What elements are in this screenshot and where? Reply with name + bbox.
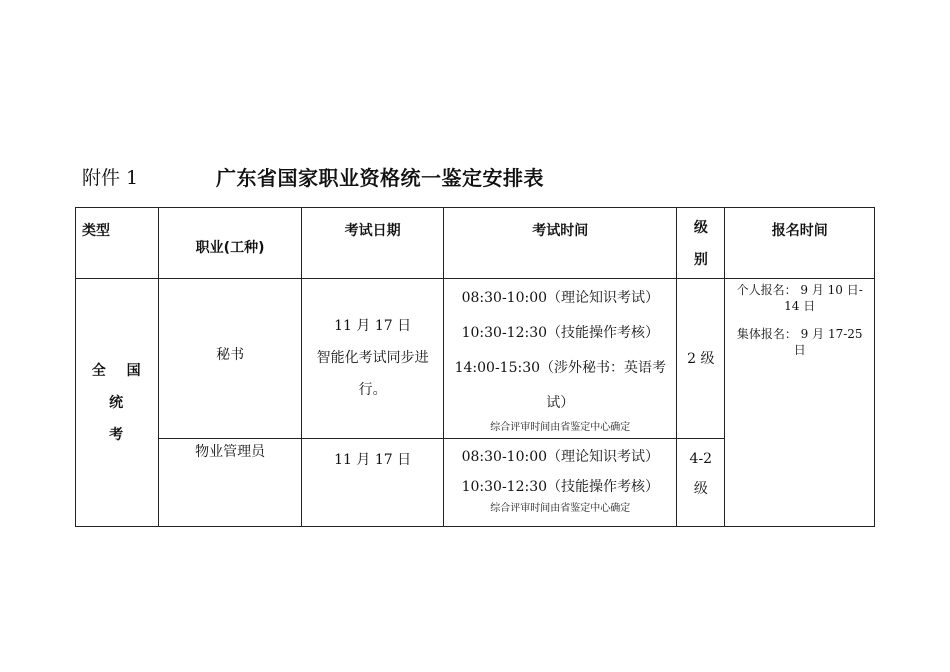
table-row — [76, 279, 875, 439]
date-line: 11 月 17 日 — [334, 318, 412, 335]
time-line: 10:30-12:30（技能操作考核） — [461, 325, 660, 342]
registration-individual-line1: 个人报名： 9 月 10 日- — [736, 283, 863, 298]
header-level-line2: 别 — [693, 252, 708, 268]
date-line: 行。 — [358, 382, 387, 399]
time-line: 14:00-15:30（涉外秘书：英语考 — [454, 360, 667, 377]
category-cell — [76, 279, 159, 527]
registration-group-line1: 集体报名： 9 月 17-25 — [736, 327, 863, 342]
time-cell — [444, 279, 677, 439]
date-line: 智能化考试同步进 — [316, 350, 429, 367]
review-note: 综合评审时间由省鉴定中心确定 — [490, 422, 631, 434]
header-time: 考试时间 — [444, 208, 677, 279]
time-line: 试） — [546, 395, 575, 412]
category-line2: 考 — [109, 426, 132, 443]
level-line1: 4-2 — [689, 450, 713, 467]
table-header-row — [76, 208, 875, 279]
header-type: 类型 — [76, 208, 159, 279]
time-cell — [444, 438, 677, 526]
level-line2: 级 — [693, 480, 708, 497]
date-cell — [301, 279, 444, 439]
document-title: 广东省国家职业资格统一鉴定安排表 — [216, 166, 544, 190]
registration-cell — [725, 279, 875, 527]
registration-spacer — [725, 314, 874, 326]
attachment-label: 附件 1 — [82, 167, 139, 189]
header-date: 考试日期 — [301, 208, 444, 279]
date-cell: 11 月 17 日 — [301, 438, 444, 526]
header-level — [677, 208, 725, 279]
header-level-line1: 级 — [693, 220, 708, 236]
header-registration: 报名时间 — [725, 208, 875, 279]
time-line: 10:30-12:30（技能操作考核） — [461, 478, 660, 495]
job-cell: 物业管理员 — [159, 438, 302, 526]
header-job: 职业(工种) — [159, 208, 302, 279]
level-cell: 2 级 — [677, 279, 725, 439]
job-cell: 秘书 — [159, 279, 302, 439]
review-note: 综合评审时间由省鉴定中心确定 — [490, 502, 631, 514]
category-line1: 全 国 统 — [91, 362, 149, 411]
time-line: 08:30-10:00（理论知识考试） — [461, 290, 660, 307]
registration-group-line2: 日 — [793, 343, 806, 358]
time-line: 08:30-10:00（理论知识考试） — [461, 448, 660, 465]
exam-schedule-table — [75, 207, 875, 527]
registration-individual-line2: 14 日 — [784, 299, 816, 314]
level-cell — [677, 438, 725, 526]
